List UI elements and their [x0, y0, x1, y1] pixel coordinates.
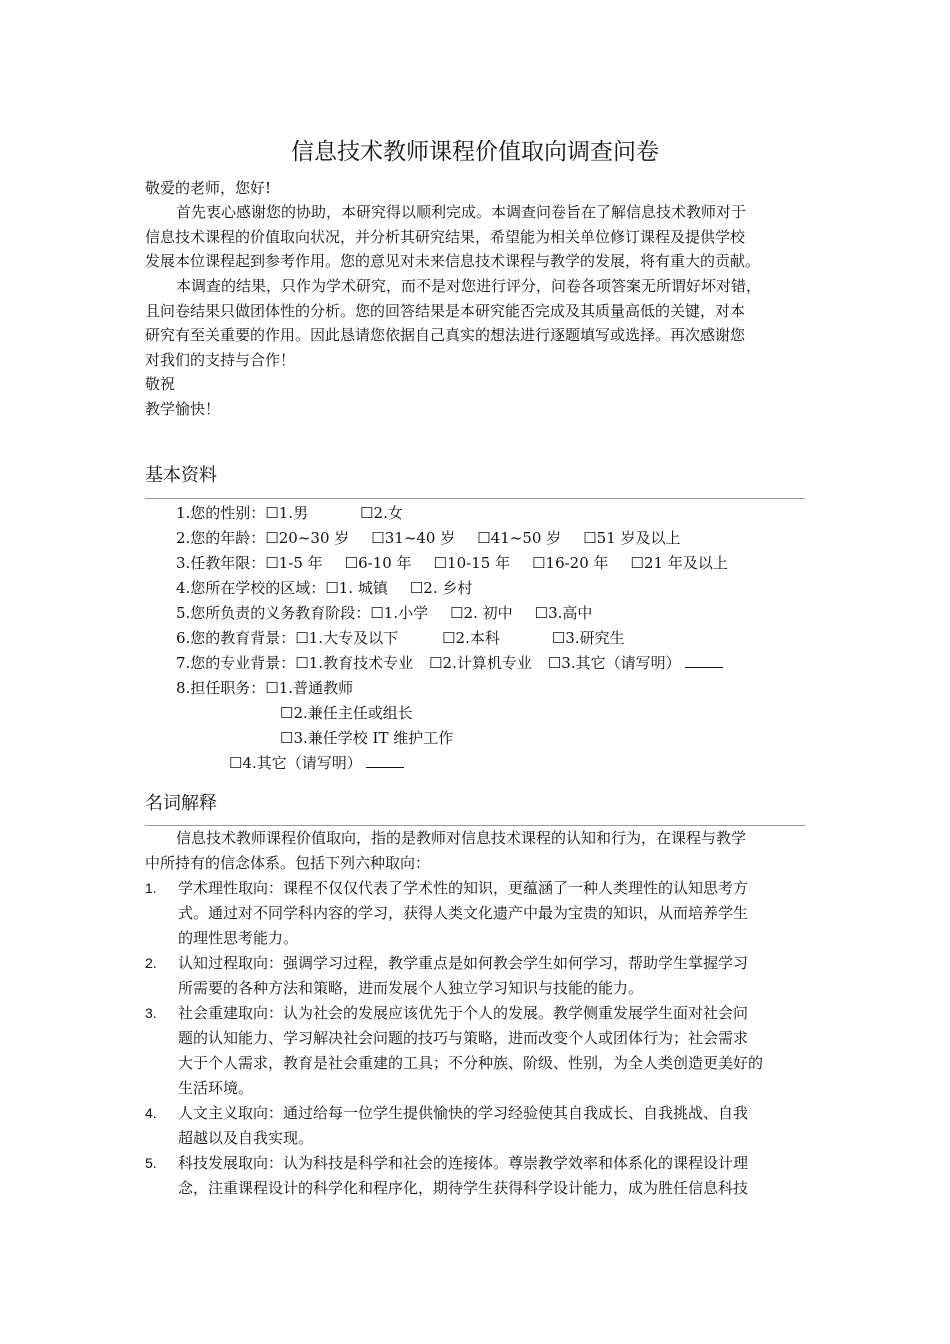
- list-number: 3.: [145, 1005, 157, 1021]
- section-heading-definitions: 名词解释: [145, 793, 217, 814]
- question-label: 3.任教年限：: [176, 554, 266, 572]
- question-major-background: [176, 653, 723, 673]
- list-item-line: 超越以及自我实现。: [178, 1129, 314, 1147]
- option-checkbox[interactable]: ☐2.计算机专业: [429, 654, 532, 672]
- list-item-line: 所需要的各种方法和策略，进而发展个人独立学习知识与技能的能力。: [178, 979, 644, 997]
- question-education-stage: [176, 603, 614, 623]
- question-label: 6.您的教育背景：: [176, 629, 296, 647]
- option-checkbox[interactable]: ☐2.本科: [442, 629, 500, 647]
- section-divider: [145, 825, 805, 826]
- option-checkbox[interactable]: ☐41~50 岁: [477, 529, 562, 547]
- intro-line: 发展本位课程起到参考作用。您的意见对未来信息技术课程与教学的发展，将有重大的贡献。: [145, 252, 761, 270]
- list-item-line: 生活环境。: [178, 1079, 254, 1097]
- write-in-field[interactable]: [366, 753, 404, 768]
- question-label: 7.您的专业背景：: [176, 654, 296, 672]
- greeting: 敬爱的老师，您好!: [145, 179, 272, 197]
- option-checkbox[interactable]: ☐16-20 年: [532, 554, 609, 572]
- intro-line: 对我们的支持与合作！: [145, 351, 296, 369]
- intro-line: 研究有至关重要的作用。因此恳请您依据自己真实的想法进行逐题填写或选择。再次感谢您: [145, 326, 746, 344]
- intro-line: 且问卷结果只做团体性的分析。您的回答结果是本研究能否完成及其质量高低的关键，对本: [145, 302, 746, 320]
- option-checkbox[interactable]: ☐1.普通教师: [265, 679, 354, 697]
- list-item-line: 念，注重课程设计的科学化和程序化，期待学生获得科学设计能力，成为胜任信息科技: [178, 1179, 749, 1197]
- question-gender: [176, 503, 425, 523]
- question-education-background: [176, 628, 647, 648]
- question-position-other: [229, 753, 404, 773]
- list-item-line: 社会重建取向：认为社会的发展应该优先于个人的发展。教学侧重发展学生面对社会问: [178, 1004, 749, 1022]
- list-number: 4.: [145, 1105, 157, 1121]
- option-checkbox[interactable]: ☐1.大专及以下: [295, 629, 399, 647]
- option-checkbox[interactable]: ☐6-10 年: [344, 554, 412, 572]
- option-checkbox[interactable]: ☐1-5 年: [265, 554, 323, 572]
- option-checkbox[interactable]: ☐2.兼任主任或组长: [280, 704, 413, 722]
- question-label: 4.您所在学校的区域：: [176, 579, 326, 597]
- option-checkbox[interactable]: ☐2.女: [360, 504, 403, 522]
- option-checkbox[interactable]: ☐31~40 岁: [371, 529, 456, 547]
- list-item-line: 科技发展取向：认为科技是科学和社会的连接体。尊崇教学效率和体系化的课程设计理: [178, 1154, 749, 1172]
- option-checkbox[interactable]: ☐10-15 年: [433, 554, 511, 572]
- option-checkbox[interactable]: ☐1.教育技术专业: [295, 654, 414, 672]
- option-checkbox[interactable]: ☐21 年及以上: [630, 554, 728, 572]
- option-checkbox[interactable]: ☐2. 初中: [450, 604, 513, 622]
- question-age: [176, 528, 703, 548]
- page-title: 信息技术教师课程价值取向调查问卷: [291, 139, 659, 165]
- closing-line: 敬祝: [145, 375, 176, 393]
- list-item-line: 认知过程取向：强调学习过程，教学重点是如何教会学生如何学习，帮助学生掌握学习: [178, 954, 749, 972]
- question-position: [176, 678, 375, 698]
- option-checkbox[interactable]: ☐3.高中: [534, 604, 593, 622]
- question-label: 8.担任职务：: [176, 679, 266, 697]
- question-school-region: [176, 578, 494, 598]
- list-item-line: 大于个人需求，教育是社会重建的工具；不分种族、阶级、性别，为全人类创造更美好的: [178, 1054, 764, 1072]
- write-in-field[interactable]: [685, 653, 723, 668]
- question-label: 1.您的性别：: [176, 504, 266, 522]
- section-divider: [145, 498, 805, 499]
- list-number: 2.: [145, 955, 157, 971]
- question-label: 5.您所负责的义务教育阶段：: [176, 604, 371, 622]
- intro-line: 首先衷心感谢您的协助，本研究得以顺利完成。本调查问卷旨在了解信息技术教师对于: [176, 203, 747, 221]
- definition-intro-line: 中所持有的信念体系。包括下列六种取向：: [145, 854, 431, 872]
- option-checkbox[interactable]: ☐3.研究生: [551, 629, 625, 647]
- option-checkbox[interactable]: ☐51 岁及以上: [583, 529, 681, 547]
- list-number: 5.: [145, 1155, 157, 1171]
- option-checkbox[interactable]: ☐20~30 岁: [265, 529, 350, 547]
- list-item-line: 人文主义取向：通过给每一位学生提供愉快的学习经验使其自我成长、自我挑战、自我: [178, 1104, 749, 1122]
- question-label: 2.您的年龄：: [176, 529, 266, 547]
- list-number: 1.: [145, 880, 157, 896]
- question-teaching-years: [176, 553, 750, 573]
- list-item-line: 的理性思考能力。: [178, 929, 299, 947]
- section-heading-basic-info: 基本资料: [145, 465, 217, 486]
- list-item-line: 式。通过对不同学科内容的学习，获得人类文化遗产中最为宝贵的知识，从而培养学生: [178, 904, 749, 922]
- option-checkbox[interactable]: ☐1.小学: [370, 604, 429, 622]
- closing-line: 教学愉快！: [145, 400, 221, 418]
- option-checkbox[interactable]: ☐3.兼任学校 IT 维护工作: [280, 729, 454, 747]
- intro-line: 信息技术课程的价值取向状况，并分析其研究结果，希望能为相关单位修订课程及提供学校: [145, 228, 746, 246]
- option-checkbox[interactable]: ☐4.其它（请写明）: [229, 754, 362, 772]
- option-checkbox[interactable]: ☐1.男: [265, 504, 309, 522]
- option-checkbox[interactable]: ☐1. 城镇: [325, 579, 388, 597]
- definition-intro-line: 信息技术教师课程价值取向，指的是教师对信息技术课程的认知和行为，在课程与教学: [176, 829, 747, 847]
- list-item-line: 题的认知能力、学习解决社会问题的技巧与策略，进而改变个人或团体行为；社会需求: [178, 1029, 749, 1047]
- list-item-line: 学术理性取向：课程不仅仅代表了学术性的知识，更蕴涵了一种人类理性的认知思考方: [178, 879, 749, 897]
- option-checkbox[interactable]: ☐3.其它（请写明）: [547, 654, 681, 672]
- option-checkbox[interactable]: ☐2. 乡村: [409, 579, 473, 597]
- intro-line: 本调查的结果，只作为学术研究，而不是对您进行评分，问卷各项答案无所谓好坏对错，: [176, 277, 762, 295]
